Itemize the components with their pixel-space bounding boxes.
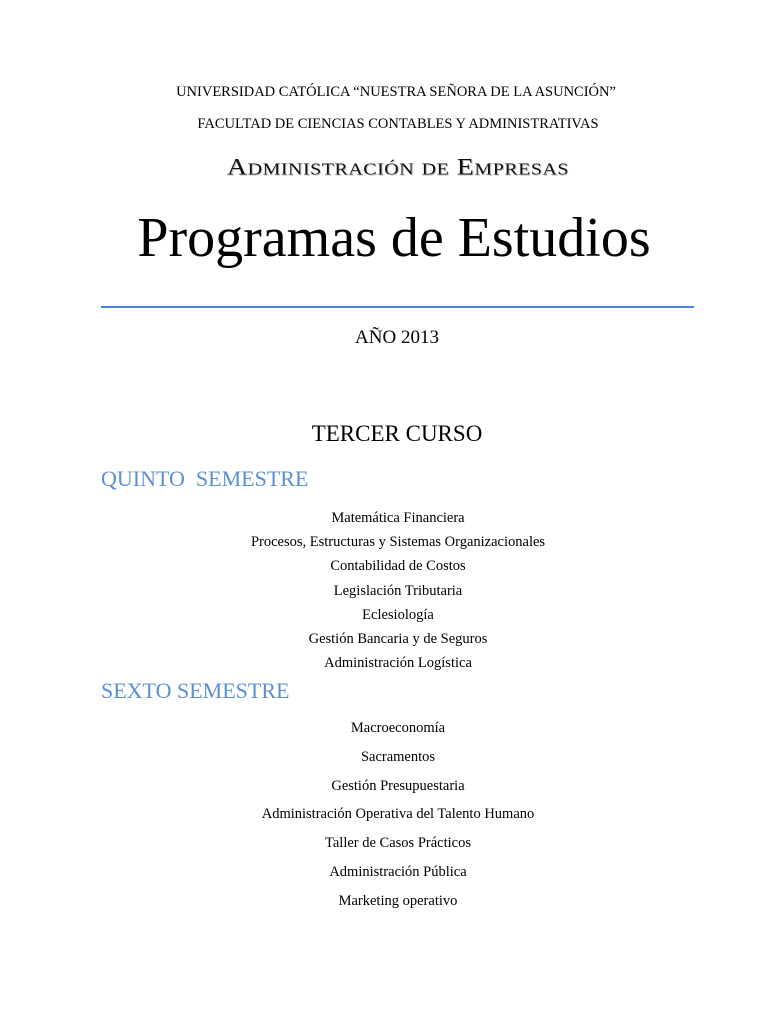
subject-item: Administración Pública [329, 863, 467, 880]
title-divider [101, 306, 694, 308]
subject-item: Contabilidad de Costos [330, 558, 466, 575]
subject-item: Procesos, Estructuras y Sistemas Organizacionales [250, 534, 546, 551]
course-label: TERCER CURSO [311, 421, 483, 446]
subject-item: Gestión Bancaria y de Seguros [308, 630, 488, 647]
subject-item: Eclesiología [362, 606, 434, 623]
subject-item: Legislación Tributaria [333, 582, 463, 599]
subject-item: Administración Logística [324, 655, 472, 672]
subject-item: Sacramentos [360, 748, 436, 765]
page-title: Programas de Estudios [137, 207, 651, 269]
subject-item: Macroeconomía [350, 720, 446, 736]
career-name [14, 152, 768, 184]
subject-item: Matemática Financiera [331, 510, 465, 526]
subject-item: Marketing operativo [338, 892, 458, 909]
semester-heading-sexto: SEXTO SEMESTRE [101, 678, 290, 703]
year-label: AÑO 2013 [355, 327, 439, 348]
subject-item: Gestión Presupuestaria [331, 777, 465, 794]
subject-item: Taller de Casos Prácticos [325, 835, 471, 852]
faculty-name: FACULTAD DE CIENCIAS CONTABLES Y ADMINISTRATIVAS [197, 116, 599, 132]
university-name: UNIVERSIDAD CATÓLICA “NUESTRA SEÑORA DE LA ASUNCIÓN” [176, 84, 616, 100]
career-name-text: Administración de Empresas [226, 154, 570, 181]
subject-item: Administración Operativa del Talento Humano [261, 806, 535, 823]
semester-heading-quinto: QUINTO SEMESTRE [101, 466, 309, 491]
subject-list-sexto [14, 718, 768, 920]
subject-list-quinto [14, 508, 768, 677]
